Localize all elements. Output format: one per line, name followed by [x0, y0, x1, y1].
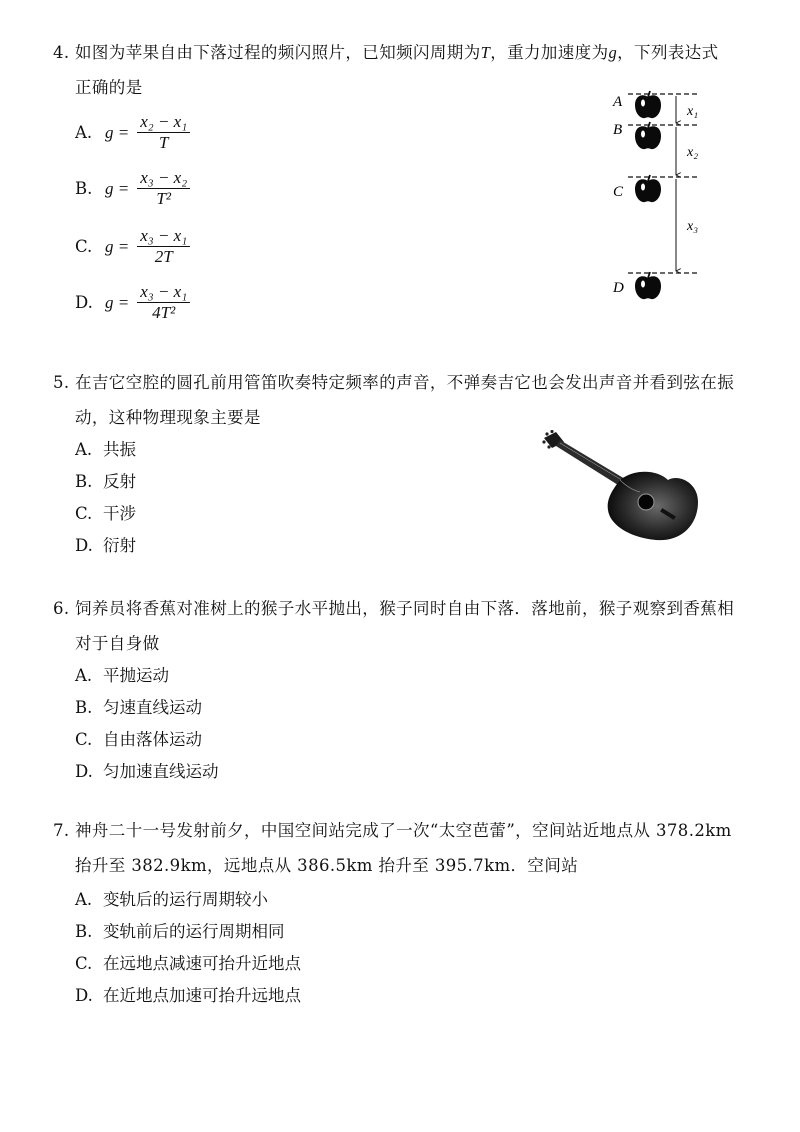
- label-b: B: [613, 122, 623, 138]
- q7-option-d: D. 在近地点加速可抬升远地点: [75, 986, 301, 1005]
- q5-stem-line2: 动，这种物理现象主要是: [75, 408, 261, 427]
- apple-strobe-figure: [600, 82, 720, 307]
- q6-number: 6.: [53, 599, 70, 618]
- q6-option-c: C. 自由落体运动: [75, 730, 202, 749]
- guitar-soundhole: [638, 494, 654, 510]
- apple-b-icon: [635, 122, 661, 149]
- q6-option-d: D. 匀加速直线运动: [75, 762, 219, 781]
- q7-number: 7.: [53, 821, 70, 840]
- q4-option-c: C. g = $\frac{\text{x₃ − x₁}}{2T}$: [75, 226, 190, 267]
- q6-option-a: A. 平抛运动: [75, 666, 169, 685]
- q5-option-a: A. 共振: [75, 440, 136, 459]
- apple-d-icon: [635, 272, 661, 299]
- guitar-illustration: [540, 430, 705, 545]
- q5-option-c: C. 干涉: [75, 504, 136, 523]
- q5-option-d: D. 衍射: [75, 536, 136, 555]
- label-d: D: [613, 280, 624, 296]
- q6-option-b: B. 匀速直线运动: [75, 698, 202, 717]
- label-x1: x₁: [687, 104, 699, 119]
- q7-option-c: C. 在远地点减速可抬升近地点: [75, 954, 301, 973]
- q5-number: 5.: [53, 373, 70, 392]
- label-c: C: [613, 184, 624, 200]
- label-a: A: [613, 94, 623, 110]
- q5-stem-line1: 5. 在吉它空腔的圆孔前用管笛吹奏特定频率的声音，不弹奏吉它也会发出声音并看到弦在振: [53, 368, 734, 398]
- q6-stem-line2: 对于自身做: [75, 634, 160, 653]
- label-x3: x₃: [687, 219, 699, 234]
- q6-stem-line1: 6. 饲养员将香蕉对准树上的猴子水平抛出，猴子同时自由下落．落地前，猴子观察到香蕉相: [53, 594, 734, 624]
- q4-stem-line2: 正确的是: [75, 78, 143, 97]
- q4-option-b: B. g = $\frac{\text{x₃ − x₂}}{\text{T²}}$: [75, 168, 190, 209]
- label-x2: x₂: [687, 145, 699, 160]
- q4-option-d: D. g = $\frac{\text{x₃ − x₁}}{\text{4T²}}$: [75, 282, 190, 323]
- apple-c-icon: [635, 175, 661, 202]
- q7-option-a: A. 变轨后的运行周期较小: [75, 890, 268, 909]
- q4-stem-line1: 4. 如图为苹果自由下落过程的频闪照片，已知频闪周期为T，重力加速度为g，下列表达式: [53, 38, 719, 68]
- q4-number: 4.: [53, 43, 70, 62]
- q5-option-b: B. 反射: [75, 472, 136, 491]
- apple-a-icon: [635, 91, 661, 118]
- q4-option-a: A. g = $\frac{\text{x₂ − x₁}}{T}$: [75, 112, 190, 153]
- q7-stem-line1: 7. 神舟二十一号发射前夕，中国空间站完成了一次“太空芭蕾”，空间站近地点从 378.2km: [53, 816, 732, 846]
- q7-stem-line2: 抬升至 382.9km，远地点从 386.5km 抬升至 395.7km．空间站: [75, 856, 579, 875]
- q7-option-b: B. 变轨前后的运行周期相同: [75, 922, 285, 941]
